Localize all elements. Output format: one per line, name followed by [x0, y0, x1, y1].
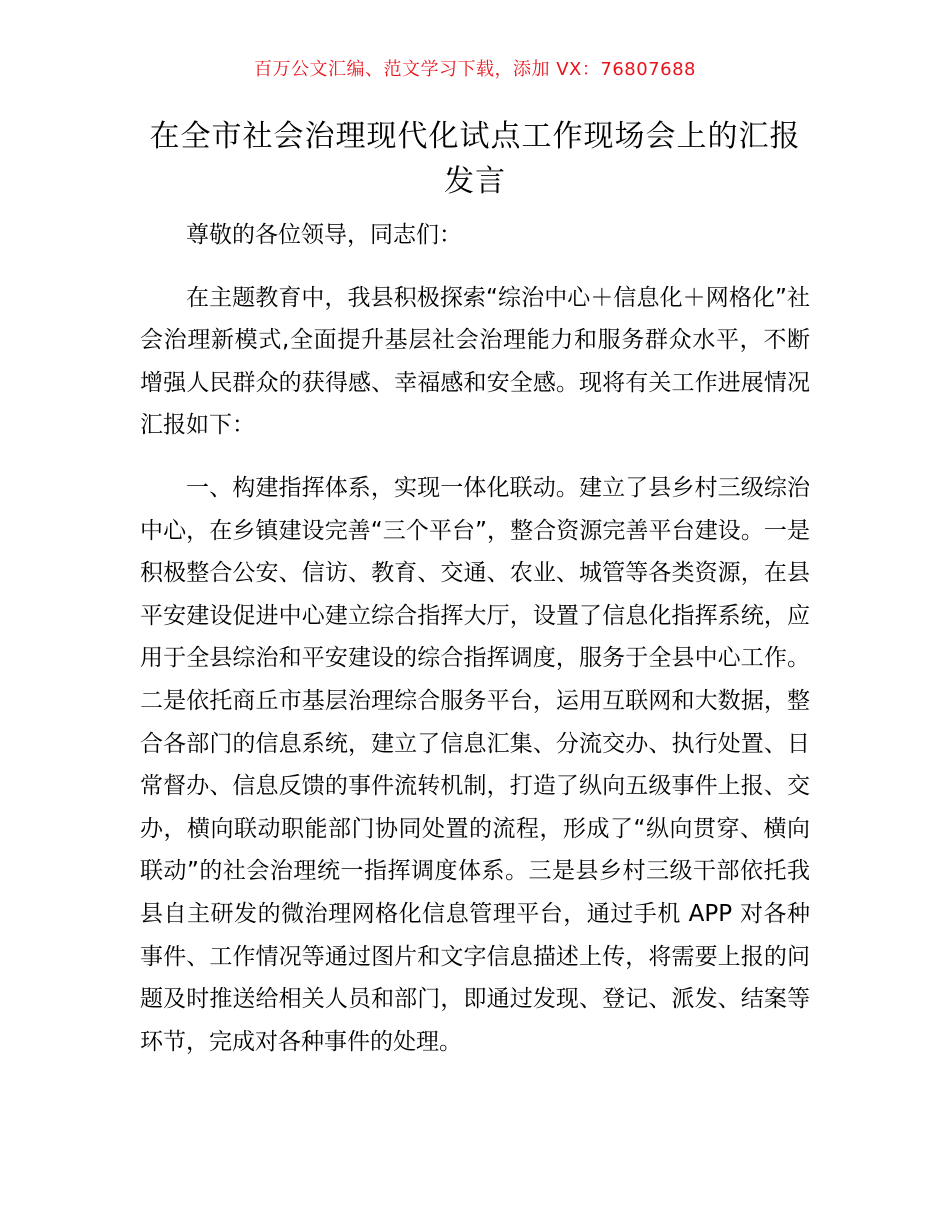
paragraph-section-one: 一、构建指挥体系，实现一体化联动。建立了县乡村三级综治中心，在乡镇建设完善“三个平台”，整合资源完善平台建设。一是积极整合公安、信访、教育、交通、农业、城管等各类资源，在县平安建设促进中心建立综合指挥大厅，设置了信息化指挥系统，应用于全县综治和平安建设的综合指挥调度，服务于全县中心工作。二是依托商丘市基层治理综合服务平台，运用互联网和大数据，整合各部门的信息系统，建立了信息汇集、分流交办、执行处置、日常督办、信息反馈的事件流转机制，打造了纵向五级事件上报、交办，横向联动职能部门协同处置的流程，形成了“纵向贯穿、横向联动”的社会治理统一指挥调度体系。三是县乡村三级干部依托我县自主研发的微治理网格化信息管理平台，通过手机 APP 对各种事件、工作情况等通过图片和文字信息描述上传，将需要上报的问题及时推送给相关人员和部门，即通过发现、登记、派发、结案等环节，完成对各种事件的处理。 [140, 474, 810, 1055]
document-title: 在全市社会治理现代化试点工作现场会上的汇报发言 [149, 119, 801, 199]
salutation: 尊敬的各位领导，同志们： [186, 222, 462, 248]
paragraph-intro: 在主题教育中，我县积极探索“综治中心＋信息化＋网格化”社会治理新模式,全面提升基层社会治理能力和服务群众水平，不断增强人民群众的获得感、幸福感和安全感。现将有关工作进展情况汇报如下： [140, 284, 810, 439]
document-body [140, 214, 810, 1063]
header-banner: 百万公文汇编、范文学习下载，添加 VX：76807688 [254, 59, 696, 80]
